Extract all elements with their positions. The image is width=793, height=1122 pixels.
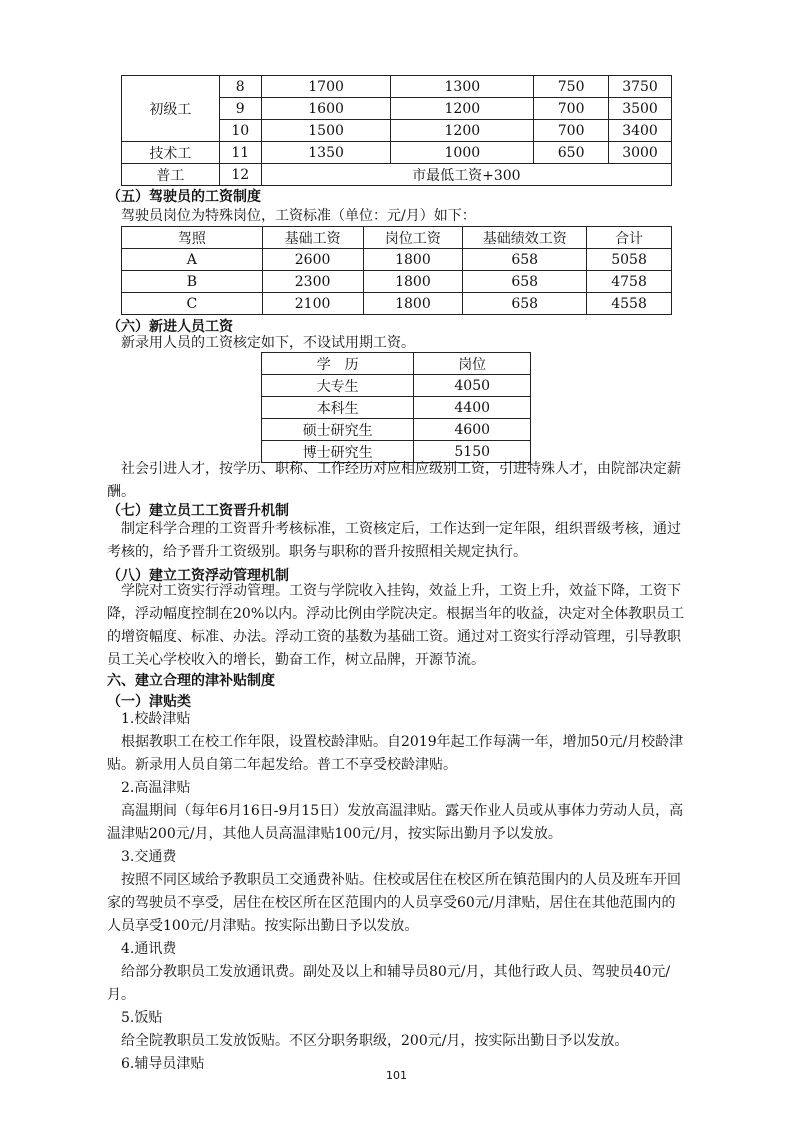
table-cell: 5058 [587,249,672,271]
paragraph: 社会引进人才，按学历、职称、工作经历对应相应级别工资，引进特殊人才，由院部决定薪酬。 [107,461,681,500]
table-cell: 5150 [414,441,531,463]
table-row [122,271,672,293]
column-header: 驾照 [122,227,263,249]
part-heading: 六、建立合理的津补贴制度 [107,673,275,689]
paragraph: 新录用人员的工资核定如下，不设试用期工资。 [121,335,415,351]
column-header: 基础绩效工资 [463,227,587,249]
table-cell: 1800 [363,271,463,293]
table-cell: 2300 [262,271,363,293]
table-cell: 4558 [587,293,672,315]
table-cell: 4400 [414,397,531,419]
table-cell: 1700 [261,76,391,98]
table-cell: 1200 [391,120,534,142]
section-heading: （五）驾驶员的工资制度 [107,189,261,205]
table-cell: 1200 [391,98,534,120]
table-header-row [262,353,531,375]
table-cell: C [122,293,263,315]
table-row [122,76,672,98]
table-cell: 3500 [609,98,672,120]
section-heading: （八）建立工资浮动管理机制 [107,568,289,584]
paragraph: 按照不同区域给予教职员工交通费补贴。住校或居住在校区所在镇范围内的人员及班车开回家的驾驶员不享受，居住在校区所在区范围内的人员享受60元/月津贴，居住在其他范围内的人员享受100元/月津贴。按实际出勤日予以发放。 [107,872,681,934]
table-cell: 4050 [414,375,531,397]
column-header: 基础工资 [262,227,363,249]
paragraph: 驾驶员岗位为特殊岗位，工资标准（单位：元/月）如下： [121,208,476,224]
table-cell: 2600 [262,249,363,271]
driver-wage-table [121,226,672,315]
grade-cell: 初级工 [122,76,220,142]
level-cell: 8 [219,76,261,98]
table-cell: 650 [534,142,609,164]
item-title: 3.交通费 [121,849,177,865]
table-cell: 2100 [262,293,363,315]
table-row [262,375,531,397]
level-cell: 10 [219,120,261,142]
page-number: 101 [386,1069,407,1082]
merged-cell: 市最低工资+300 [261,164,671,186]
section-heading: （七）建立员工工资晋升机制 [107,503,289,519]
table-cell: 658 [463,293,587,315]
wage-grade-table [121,75,672,186]
table-cell: 本科生 [262,397,414,419]
table-cell: 1000 [391,142,534,164]
table-cell: B [122,271,263,293]
grade-cell: 普工 [122,164,220,186]
paragraph: 根据教职工在校工作年限，设置校龄津贴。自2019年起工作每满一年，增加50元/月校龄津贴。新录用人员自第二年起发给。普工不享受校龄津贴。 [107,734,684,773]
table-cell: 1800 [363,249,463,271]
table-header-row [122,227,672,249]
table-cell: 700 [534,98,609,120]
table-cell: 4758 [587,271,672,293]
table-cell: 658 [463,249,587,271]
table-cell: 1500 [261,120,391,142]
grade-cell: 技术工 [122,142,220,164]
table-cell: 658 [463,271,587,293]
paragraph: 给全院教职员工发放饭贴。不区分职务职级，200元/月，按实际出勤日予以发放。 [121,1033,629,1049]
table-cell: 750 [534,76,609,98]
paragraph: 给部分教职员工发放通讯费。副处及以上和辅导员80元/月，其他行政人员、驾驶员40元/月。 [107,964,671,1003]
column-header: 合计 [587,227,672,249]
new-hire-wage-table [261,352,531,463]
level-cell: 12 [219,164,261,186]
item-title: 2.高温津贴 [121,780,191,796]
section-heading: （六）新进人员工资 [107,319,233,335]
table-cell: 3400 [609,120,672,142]
table-cell: 3000 [609,142,672,164]
column-header: 学 历 [262,353,414,375]
table-cell: 博士研究生 [262,441,414,463]
item-title: 6.辅导员津贴 [121,1056,205,1072]
item-title: 1.校龄津贴 [121,711,191,727]
column-header: 岗位工资 [363,227,463,249]
paragraph: 制定科学合理的工资晋升考核标准，工资核定后，工作达到一定年限，组织晋级考核，通过考核的，给予晋升工资级别。职务与职称的晋升按照相关规定执行。 [107,521,681,560]
item-title: 4.通讯费 [121,941,177,957]
table-cell: 700 [534,120,609,142]
table-row [122,142,672,164]
table-cell: 4600 [414,419,531,441]
table-cell: 3750 [609,76,672,98]
paragraph: 学院对工资实行浮动管理。工资与学院收入挂钩，效益上升，工资上升，效益下降，工资下降，浮动幅度控制在20%以内。浮动比例由学院决定。根据当年的收益，决定对全体教职员工的增资幅度、标准、办法。浮动工资的基数为基础工资。通过对工资实行浮动管理，引导教职员工关心学校收入的增长，勤奋工作，树立品牌，开源节流。 [107,583,685,668]
level-cell: 9 [219,98,261,120]
table-row [262,397,531,419]
paragraph: 高温期间（每年6月16日-9月15日）发放高温津贴。露天作业人员或从事体力劳动人员，高温津贴200元/月，其他人员高温津贴100元/月，按实际出勤月予以发放。 [107,803,684,842]
table-cell: 1600 [261,98,391,120]
subsection-heading: （一）津贴类 [107,694,191,710]
column-header: 岗位 [414,353,531,375]
level-cell: 11 [219,142,261,164]
table-cell: 1800 [363,293,463,315]
table-cell: 硕士研究生 [262,419,414,441]
table-row [122,249,672,271]
table-row [262,419,531,441]
table-row [122,164,672,186]
table-cell: A [122,249,263,271]
table-cell: 1300 [391,76,534,98]
item-title: 5.饭贴 [121,1010,163,1026]
table-row [122,293,672,315]
table-cell: 大专生 [262,375,414,397]
table-cell: 1350 [261,142,391,164]
